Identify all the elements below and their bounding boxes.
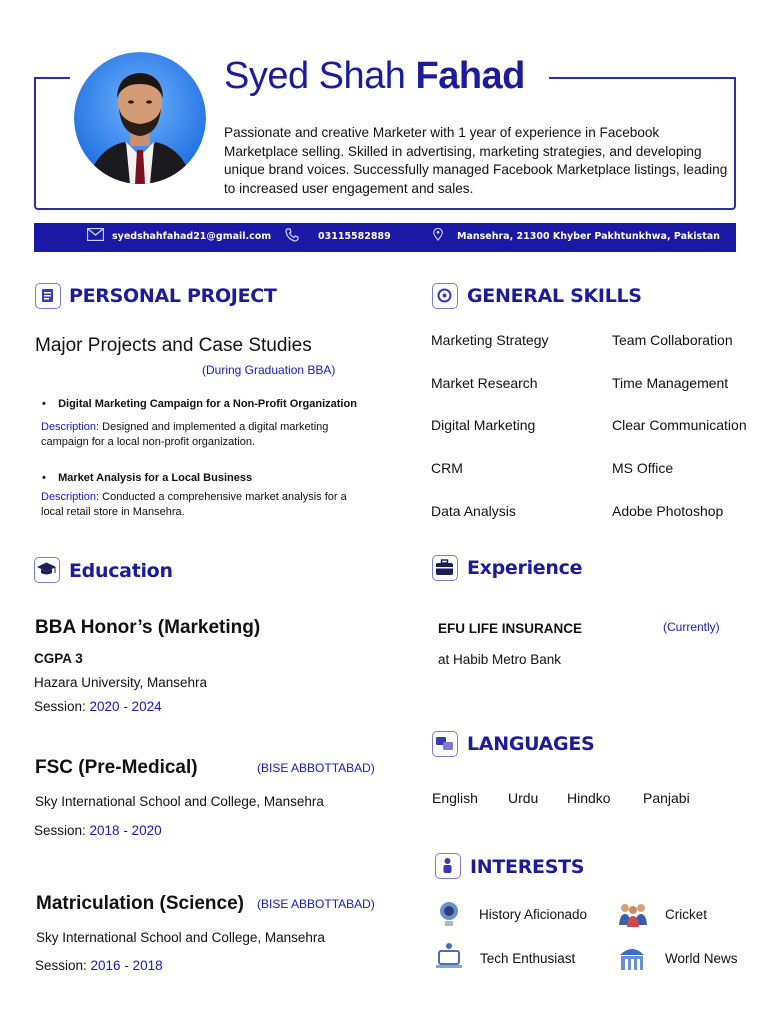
graduation-cap-icon	[34, 557, 60, 583]
skill-item: Time Management	[612, 375, 729, 391]
project-icon	[35, 283, 61, 309]
interest-item: Tech Enthusiast	[480, 951, 576, 966]
world-news-icon	[617, 941, 647, 971]
matric-school: Sky International School and College, Mansehra	[36, 930, 325, 945]
skills-icon	[432, 283, 458, 309]
interests-icon	[435, 853, 461, 879]
matric-session: Session: 2016 - 2018	[35, 958, 163, 973]
skill-item: Team Collaboration	[612, 332, 733, 348]
skills-section-title: GENERAL SKILLS	[467, 285, 642, 307]
bba-school: Hazara University, Mansehra	[34, 675, 208, 690]
fsc-degree: FSC (Pre-Medical)	[35, 757, 198, 778]
location-pin-icon	[433, 228, 443, 246]
project-section-title: PERSONAL PROJECT	[69, 285, 277, 307]
cricket-icon	[617, 899, 647, 929]
skill-item: Marketing Strategy	[431, 332, 549, 348]
project-desc-1: Description: Designed and implemented a digital marketing campaign for a local non-profit organization.	[41, 421, 329, 448]
email-icon	[87, 228, 104, 246]
email-link[interactable]: syedshahfahad21@gmail.com	[112, 231, 272, 242]
languages-section-title: LANGUAGES	[467, 733, 595, 755]
skill-item: Digital Marketing	[431, 417, 536, 433]
address-text: Mansehra, 21300 Khyber Pakhtunkhwa, Pakistan	[457, 231, 720, 242]
matric-board: (BISE ABBOTTABAD)	[257, 897, 375, 911]
profile-summary: Passionate and creative Marketer with 1 year of experience in Facebook Marketplace selling. Skilled in advertising, marketing strategies, and developing unique brand voices. Successfully managed Facebook Marketplace listings, leading to increased user engagement and sales.	[224, 125, 728, 196]
languages-icon	[432, 731, 458, 757]
experience-section-title: Experience	[467, 557, 583, 579]
profile-photo	[74, 52, 206, 184]
language-item: Panjabi	[643, 790, 690, 806]
bba-cgpa: CGPA 3	[34, 651, 83, 666]
skill-item: Market Research	[431, 375, 538, 391]
fsc-board: (BISE ABBOTTABAD)	[257, 761, 375, 775]
fsc-session: Session: 2018 - 2020	[34, 823, 162, 838]
education-section-title: Education	[69, 560, 173, 582]
language-item: English	[432, 790, 478, 806]
experience-company: EFU LIFE INSURANCE	[438, 621, 583, 636]
interests-section-title: INTERESTS	[470, 856, 585, 878]
project-desc-2: Description: Conducted a comprehensive market analysis for a local retail store in Mansehra.	[41, 491, 347, 518]
language-item: Urdu	[508, 790, 539, 806]
briefcase-icon	[432, 555, 458, 581]
skill-item: Clear Communication	[612, 417, 747, 433]
experience-location: at Habib Metro Bank	[438, 652, 562, 667]
bba-session: Session: 2020 - 2024	[34, 699, 162, 714]
project-heading: Major Projects and Case Studies	[35, 335, 312, 356]
skill-item: Adobe Photoshop	[612, 503, 724, 519]
language-item: Hindko	[567, 790, 611, 806]
skill-item: MS Office	[612, 460, 674, 476]
project-bullet-2: • Market Analysis for a Local Business	[42, 472, 253, 484]
full-name: Syed Shah Fahad	[224, 55, 525, 97]
project-subheading: (During Graduation BBA)	[202, 363, 336, 377]
skill-item: Data Analysis	[431, 503, 516, 519]
matric-degree: Matriculation (Science)	[36, 893, 244, 914]
skill-item: CRM	[431, 460, 463, 476]
bba-degree: BBA Honor’s (Marketing)	[35, 617, 261, 638]
project-bullet-1: • Digital Marketing Campaign for a Non-Profit Organization	[42, 398, 357, 410]
history-icon	[434, 899, 464, 929]
fsc-school: Sky International School and College, Mansehra	[35, 794, 324, 809]
phone-link[interactable]: 03115582889	[318, 231, 391, 242]
tech-icon	[434, 941, 464, 971]
phone-icon	[285, 228, 299, 247]
interest-item: History Aficionado	[479, 907, 588, 922]
experience-status: (Currently)	[663, 620, 720, 634]
interest-item: Cricket	[665, 907, 708, 922]
interest-item: World News	[665, 951, 738, 966]
